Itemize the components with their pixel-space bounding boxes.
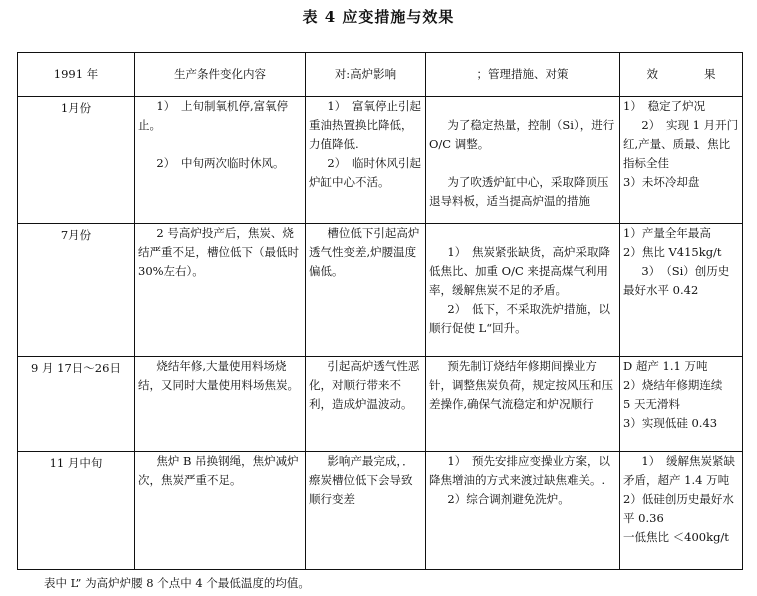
- impact-line: 引起高炉透气性恶化，对顺行带来不利，造成炉温波动。: [309, 359, 420, 411]
- conditions-cell: [135, 452, 306, 570]
- effects-line: 2）低硅创历史最好水平 0.36: [623, 492, 734, 525]
- effects-line: 一低焦比 ＜400kg/t: [623, 530, 729, 544]
- impact-cell: [306, 452, 426, 570]
- measures-line: 2）综合调剂避免洗炉。: [447, 492, 570, 506]
- header-impact: 对:高炉影响: [306, 53, 426, 97]
- period-cell: 9 月 17日～26日: [18, 357, 135, 452]
- effects-line: 2）烧结年修期连续: [623, 378, 723, 392]
- impact-line: 影响产最完成，．瘵炭槽位低下会导致顺行变差: [309, 454, 414, 506]
- impact-line: 1） 富氧停止引起重油热置换比降低，力值降低.: [309, 99, 421, 151]
- measures-cell: [426, 97, 620, 224]
- measures-line: 1） 预先安排应变操业方案，以降焦增油的方式来渡过缺焦难关。.: [429, 454, 610, 487]
- effects-line: 1） 稳定了炉况: [623, 99, 706, 113]
- effects-line: 1）产量全年最高: [623, 226, 711, 240]
- impact-cell: [306, 357, 426, 452]
- table-row: [18, 224, 743, 357]
- measures-line: 1） 焦炭紧张缺货，高炉采取降低焦比、加重 O/C 来提高煤气利用率，缓解焦炭不足的矛盾。: [429, 245, 610, 297]
- impact-line: 2） 临时休风引起炉缸中心不活。: [309, 156, 421, 189]
- conditions-line: 2） 中旬两次临时休风。: [156, 156, 285, 170]
- measures-line: 预先制订烧结年修期间操业方针，调整焦炭负荷，规定按风压和压差操作,确保气流稳定和炉况顺行: [429, 359, 613, 411]
- measures-cell: [426, 452, 620, 570]
- effects-line: 2） 实现 1 月开门红,产量、质最、焦比指标全佳: [623, 118, 739, 170]
- effects-cell: [620, 224, 743, 357]
- table-title: 表 4 应变措施与效果: [302, 8, 455, 26]
- measures-table: [17, 52, 743, 570]
- effects-line: 5 天无滑料: [623, 397, 680, 411]
- conditions-line: 1） 上旬制氧机停,富氧停止。: [138, 99, 289, 132]
- conditions-cell: [135, 97, 306, 224]
- conditions-line: 焦炉 B 吊换钢绳，焦炉减炉次，焦炭严重不足。: [138, 454, 299, 487]
- measures-cell: [426, 357, 620, 452]
- header-row: [18, 53, 743, 97]
- header-effects: 效 果: [620, 53, 743, 97]
- effects-cell: [620, 357, 743, 452]
- effects-line: D 超产 1.1 万吨: [623, 359, 708, 373]
- conditions-cell: [135, 224, 306, 357]
- impact-line: 槽位低下引起高炉透气性变差,炉腰温度偏低。: [309, 226, 420, 278]
- effects-line: 1） 缓解焦炭紧缺矛盾，超产 1.4 万吨: [623, 454, 735, 487]
- effects-cell: [620, 452, 743, 570]
- conditions-line: 2 号高炉投产后，焦炭、烧结严重不足，槽位低下（最低时 30%左右）。: [138, 226, 299, 278]
- period-cell: 1月份: [18, 97, 135, 224]
- measures-line: 为了稳定热量，控制（Si），进行 O/C 调整。: [429, 118, 615, 151]
- effects-line: 3）未坏冷却盘: [623, 175, 700, 189]
- measures-cell: [426, 224, 620, 357]
- conditions-line: 烧结年修,大量使用料场烧结，又同时大量使用料场焦炭。: [138, 359, 299, 392]
- impact-cell: [306, 224, 426, 357]
- effects-line: 3） （Si）创历史最好水平 0.42: [623, 264, 730, 297]
- effects-cell: [620, 97, 743, 224]
- measures-line: 为了吹透炉缸中心，采取降顶压退导料板，适当提高炉温的措施: [429, 175, 609, 208]
- table-row: [18, 357, 743, 452]
- header-conditions: 生产条件变化内容: [135, 53, 306, 97]
- table-note: 表中 L” 为高炉炉腰 8 个点中 4 个最低温度的均值。: [44, 576, 310, 590]
- table-row: [18, 452, 743, 570]
- period-cell: 11 月中旬: [18, 452, 135, 570]
- impact-cell: [306, 97, 426, 224]
- effects-line: 3）实现低硅 0.43: [623, 416, 718, 430]
- effects-line: 2）焦比 V415kg/t: [623, 245, 722, 259]
- header-year: 1991 年: [18, 53, 135, 97]
- period-cell: 7月份: [18, 224, 135, 357]
- conditions-cell: [135, 357, 306, 452]
- header-measures: ；管理措施、对策: [426, 53, 620, 97]
- measures-line: 2） 低下，不采取洗炉措施，以顺行促使 L“回升。: [429, 302, 610, 335]
- table-row: [18, 97, 743, 224]
